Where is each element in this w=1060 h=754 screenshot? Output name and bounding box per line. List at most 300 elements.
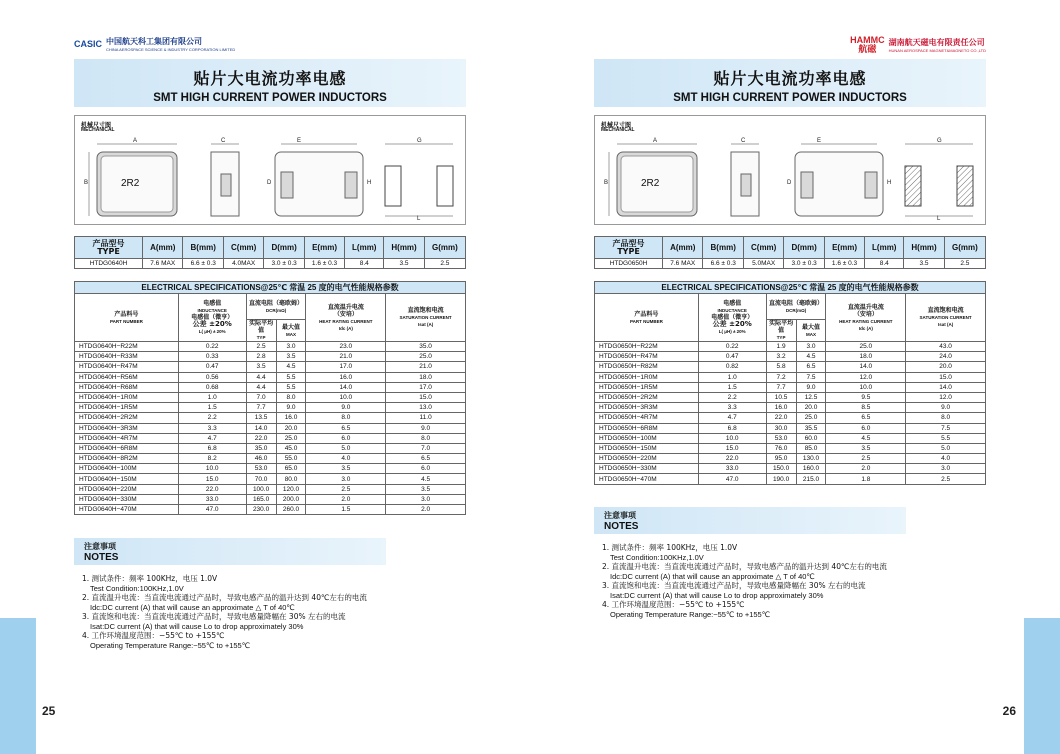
dim-header: C(mm) <box>743 237 783 259</box>
table-cell: 3.0 <box>906 464 986 474</box>
table-cell: 4.5 <box>276 362 306 372</box>
spec-head-part-number <box>595 294 699 342</box>
isat-cn: 直流饱和电流 <box>407 307 444 314</box>
spec-head-max <box>796 320 826 342</box>
table-row <box>75 464 466 474</box>
spec-head-isat <box>906 294 986 342</box>
idc-cn: 直流温升电流 <box>327 303 364 311</box>
dim-label-l: L <box>937 216 941 222</box>
max-cn: 最大值 <box>282 323 301 331</box>
max-en: MAX <box>806 331 817 337</box>
table-cell: 0.47 <box>178 362 246 372</box>
idc-unit: Idc (A) <box>338 325 353 331</box>
table-row <box>595 443 986 453</box>
hammc-logo-text: 湖南航天磁电有限责任公司 <box>888 38 985 47</box>
table-cell: 17.0 <box>306 362 386 372</box>
spec-head-inductance <box>698 294 766 342</box>
table-cell: 15.0 <box>178 474 246 484</box>
table-cell: 23.0 <box>306 342 386 352</box>
isat-en: SATURATION CURRENT <box>399 315 452 320</box>
table-row <box>595 474 986 484</box>
table-cell: 25.0 <box>276 433 306 443</box>
spec-head-dcr <box>766 294 826 320</box>
table-cell: 60.0 <box>796 433 826 443</box>
table-cell: 65.0 <box>276 464 306 474</box>
part-marking: 2R2 <box>641 178 660 189</box>
table-cell: 2.0 <box>826 464 906 474</box>
table-cell: 8.0 <box>906 413 986 423</box>
dim-cell: 3.5 <box>904 259 944 269</box>
typ-cn: 实际平均值 <box>249 320 274 334</box>
table-cell: HTDG0650H−R47M <box>595 352 699 362</box>
dim-cell: 5.0MAX <box>743 259 783 269</box>
table-cell: HTDG0640H−150M <box>75 474 179 484</box>
table-row <box>75 433 466 443</box>
table-cell: 33.0 <box>178 494 246 504</box>
page-number: 25 <box>42 704 56 718</box>
table-cell: 8.2 <box>178 454 246 464</box>
table-cell: 15.0 <box>386 392 466 402</box>
notes-title-cn: 注意事项 <box>84 542 116 551</box>
dim-cell: 2.5 <box>424 259 465 269</box>
table-row <box>75 505 466 515</box>
title-banner <box>594 59 986 107</box>
table-row <box>75 413 466 423</box>
mechanical-title-en: MECHANICAL <box>601 127 635 133</box>
table-cell: 16.0 <box>306 372 386 382</box>
dim-header: L(mm) <box>345 237 384 259</box>
table-cell: 3.5 <box>386 484 466 494</box>
ind-tol: 公差 ±20% <box>712 320 752 328</box>
table-cell: 2.5 <box>306 484 386 494</box>
table-cell: 7.7 <box>766 382 796 392</box>
page-title-cn: 贴片大电流功率电感 <box>713 69 867 88</box>
table-cell: 8.0 <box>306 413 386 423</box>
table-cell: 4.5 <box>796 352 826 362</box>
typ-en: TYP <box>776 335 786 340</box>
table-cell: HTDG0650H−R82M <box>595 362 699 372</box>
table-cell: 130.0 <box>796 454 826 464</box>
table-cell: 4.0 <box>306 454 386 464</box>
table-cell: 100.0 <box>246 484 276 494</box>
table-cell: 7.5 <box>796 372 826 382</box>
note-line: Isat:DC current (A) that will cause Lo to drop approximately 30% <box>610 590 824 600</box>
table-cell: 14.0 <box>246 423 276 433</box>
dim-header: H(mm) <box>384 237 424 259</box>
table-cell: 47.0 <box>178 505 246 515</box>
table-cell: 9.0 <box>906 403 986 413</box>
table-row <box>595 423 986 433</box>
note-line: 3. 直流饱和电流：当直流电流通过产品时，导致电感量降幅在 30% 左右的电流 <box>602 581 866 590</box>
table-cell: 150.0 <box>766 464 796 474</box>
dim-label-g: G <box>937 138 942 144</box>
note-line: Isat:DC current (A) that will cause Lo to drop approximately 30% <box>90 621 304 631</box>
ind-tol: 公差 ±20% <box>192 320 232 328</box>
table-cell: 35.0 <box>246 443 276 453</box>
table-cell: HTDG0640H−R56M <box>75 372 179 382</box>
table-cell: 8.0 <box>276 392 306 402</box>
table-row <box>75 484 466 494</box>
dim-header: E(mm) <box>304 237 344 259</box>
dim-cell: 1.6 ± 0.3 <box>304 259 344 269</box>
table-cell: 5.8 <box>766 362 796 372</box>
table-cell: HTDG0650H−100M <box>595 433 699 443</box>
table-cell: HTDG0640H−8R2M <box>75 454 179 464</box>
table-cell: 22.0 <box>246 433 276 443</box>
table-cell: 7.2 <box>766 372 796 382</box>
table-cell: 9.0 <box>796 382 826 392</box>
typ-en: TYP <box>256 335 266 340</box>
table-cell: 190.0 <box>766 474 796 484</box>
note-line: Test Condition:100KHz,1.0V <box>610 552 704 562</box>
table-cell: 1.9 <box>766 342 796 352</box>
note-line: 2. 直流温升电流：当直流电流通过产品时，导致电感产品的温升达到 40℃左右的电流 <box>602 562 887 571</box>
table-cell: 9.0 <box>386 423 466 433</box>
table-cell: 25.0 <box>826 342 906 352</box>
electrical-spec-table <box>594 281 986 485</box>
side-strip <box>0 618 36 754</box>
table-row <box>75 423 466 433</box>
notes-banner <box>74 538 386 565</box>
table-cell: 0.47 <box>698 352 766 362</box>
hammc-logo-sub: HUNAN AEROSPACE MAGNET&MAGNETO CO.,LTD <box>888 48 986 53</box>
table-cell: 76.0 <box>766 443 796 453</box>
spec-head-inductance <box>178 294 246 342</box>
mechanical-drawing <box>594 115 986 225</box>
table-cell: HTDG0640H−R33M <box>75 352 179 362</box>
table-cell: HTDG0650H−6R8M <box>595 423 699 433</box>
table-cell: 2.0 <box>306 494 386 504</box>
dim-header: D(mm) <box>784 237 824 259</box>
table-cell: 9.5 <box>826 392 906 402</box>
table-cell: 55.0 <box>276 454 306 464</box>
dim-label-b: B <box>84 180 89 186</box>
table-cell: 18.0 <box>826 352 906 362</box>
dim-cell: 6.6 ± 0.3 <box>703 259 743 269</box>
side-strip <box>1024 618 1060 754</box>
right-page <box>530 0 1060 754</box>
dim-label-c: C <box>221 138 226 144</box>
max-cn: 最大值 <box>802 323 821 331</box>
table-cell: HTDG0640H−6R8M <box>75 443 179 453</box>
dim-header: G(mm) <box>424 237 465 259</box>
table-cell: 20.0 <box>276 423 306 433</box>
dim-cell: 8.4 <box>865 259 904 269</box>
table-cell: 0.22 <box>698 342 766 352</box>
dim-header: 产品型号 TYPE <box>595 237 663 259</box>
table-row <box>595 464 986 474</box>
table-row <box>75 403 466 413</box>
table-cell: HTDG0640H−330M <box>75 494 179 504</box>
table-row <box>595 392 986 402</box>
note-line: 1. 测试条件：频率 100KHz，电压 1.0V <box>82 574 218 583</box>
ind-cn2: 电感值（微亨） <box>711 314 754 321</box>
pn-en: PART NUMBER <box>109 318 143 324</box>
page-title-cn: 贴片大电流功率电感 <box>193 69 347 88</box>
casic-logo-sub: CHINA AEROSPACE SCIENCE & INDUSTRY CORPORATION LIMITED <box>106 47 236 52</box>
table-cell: 260.0 <box>276 505 306 515</box>
notes-list <box>602 543 887 619</box>
table-cell: 10.0 <box>306 392 386 402</box>
table-row <box>595 342 986 352</box>
table-row <box>75 392 466 402</box>
table-cell: 10.0 <box>698 433 766 443</box>
page-number: 26 <box>1002 704 1016 718</box>
note-line: 4. 工作环境温度范围：−55℃ to +155℃ <box>82 631 225 640</box>
table-cell: 6.0 <box>386 464 466 474</box>
dim-cell: 1.6 ± 0.3 <box>824 259 864 269</box>
table-cell: 0.56 <box>178 372 246 382</box>
table-cell: 6.0 <box>306 433 386 443</box>
table-cell: 2.5 <box>246 342 276 352</box>
note-line: 2. 直流温升电流：当直流电流通过产品时，导致电感产品的温升达到 40℃左右的电流 <box>82 593 367 602</box>
table-cell: 7.7 <box>246 403 276 413</box>
table-cell: 1.0 <box>178 392 246 402</box>
dim-label-c: C <box>741 138 746 144</box>
ind-unit: L( μH) ± 20% <box>198 329 226 334</box>
dcr-en: DCR(mΩ) <box>785 307 807 313</box>
table-cell: HTDG0640H−4R7M <box>75 433 179 443</box>
table-cell: 4.4 <box>246 382 276 392</box>
ind-unit: L( μH) ± 20% <box>718 329 746 334</box>
max-en: MAX <box>286 331 297 337</box>
table-cell: 0.82 <box>698 362 766 372</box>
table-cell: 21.0 <box>306 352 386 362</box>
table-cell: 53.0 <box>246 464 276 474</box>
table-row <box>75 454 466 464</box>
dim-cell: 3.0 ± 0.3 <box>264 259 304 269</box>
table-cell: 215.0 <box>796 474 826 484</box>
table-cell: 53.0 <box>766 433 796 443</box>
table-cell: 47.0 <box>698 474 766 484</box>
table-row <box>75 362 466 372</box>
dim-cell: HTDG0650H <box>595 259 663 269</box>
typ-cn: 实际平均值 <box>769 320 794 334</box>
table-row <box>595 403 986 413</box>
table-row <box>595 433 986 443</box>
table-cell: 43.0 <box>906 342 986 352</box>
table-cell: 14.0 <box>906 382 986 392</box>
dim-header: C(mm) <box>223 237 263 259</box>
note-line: 3. 直流饱和电流：当直流电流通过产品时，导致电感量降幅在 30% 左右的电流 <box>82 612 346 621</box>
spec-head-isat <box>386 294 466 342</box>
table-cell: 230.0 <box>246 505 276 515</box>
table-cell: 3.3 <box>178 423 246 433</box>
ind-en: INDUCTANCE <box>717 308 747 313</box>
table-cell: 1.5 <box>178 403 246 413</box>
table-cell: 14.0 <box>306 382 386 392</box>
dimension-table <box>594 236 986 269</box>
table-cell: 5.0 <box>906 443 986 453</box>
note-line: Idc:DC current (A) that will cause an approximate △ T of 40℃ <box>610 571 815 581</box>
table-cell: HTDG0640H−2R2M <box>75 413 179 423</box>
table-row <box>75 342 466 352</box>
table-cell: 35.0 <box>386 342 466 352</box>
table-cell: 4.7 <box>698 413 766 423</box>
table-cell: 3.5 <box>246 362 276 372</box>
isat-en: SATURATION CURRENT <box>919 315 972 320</box>
dim-header: G(mm) <box>944 237 985 259</box>
table-cell: HTDG0640H−R22M <box>75 342 179 352</box>
table-cell: 16.0 <box>766 403 796 413</box>
dim-cell: 8.4 <box>345 259 384 269</box>
note-line: Operating Temperature Range:−55℃ to +155℃ <box>610 609 771 619</box>
table-cell: 160.0 <box>796 464 826 474</box>
table-cell: 3.3 <box>698 403 766 413</box>
dim-cell: 6.6 ± 0.3 <box>183 259 223 269</box>
table-cell: 7.0 <box>246 392 276 402</box>
table-cell: 2.0 <box>386 505 466 515</box>
table-cell: 2.2 <box>178 413 246 423</box>
table-cell: HTDG0650H−3R3M <box>595 403 699 413</box>
dim-label-b: B <box>604 180 609 186</box>
inductor-drawing-svg <box>75 116 467 226</box>
dimension-table <box>74 236 466 269</box>
table-cell: 46.0 <box>246 454 276 464</box>
hammc-logo-mark-cn: 航磁 <box>858 44 877 54</box>
table-cell: 15.0 <box>698 443 766 453</box>
table-cell: HTDG0650H−150M <box>595 443 699 453</box>
table-cell: 6.5 <box>386 454 466 464</box>
table-cell: 3.5 <box>276 352 306 362</box>
isat-unit: Isat (A) <box>417 322 434 327</box>
table-cell: 4.7 <box>178 433 246 443</box>
table-cell: 10.0 <box>826 382 906 392</box>
table-cell: 3.5 <box>306 464 386 474</box>
dim-label-a: A <box>653 138 658 144</box>
table-cell: 9.0 <box>276 403 306 413</box>
table-cell: 22.0 <box>178 484 246 494</box>
table-cell: HTDG0650H−1R5M <box>595 382 699 392</box>
table-cell: 5.5 <box>276 382 306 392</box>
table-row <box>75 494 466 504</box>
table-cell: 13.5 <box>246 413 276 423</box>
dim-header: B(mm) <box>703 237 743 259</box>
table-cell: HTDG0650H−2R2M <box>595 392 699 402</box>
dim-header: 产品型号 TYPE <box>75 237 143 259</box>
dcr-cn: 直流电阻（毫欧姆） <box>769 299 824 307</box>
table-cell: 3.0 <box>276 342 306 352</box>
notes-title-en: NOTES <box>604 521 639 532</box>
table-cell: 13.0 <box>386 403 466 413</box>
dim-cell: 3.5 <box>384 259 424 269</box>
table-cell: 25.0 <box>386 352 466 362</box>
table-cell: HTDG0640H−470M <box>75 505 179 515</box>
table-cell: 12.0 <box>906 392 986 402</box>
table-cell: 14.0 <box>826 362 906 372</box>
table-cell: 8.0 <box>386 433 466 443</box>
idc-cn: 直流温升电流 <box>847 303 884 311</box>
table-cell: 20.0 <box>796 403 826 413</box>
table-cell: HTDG0650H−220M <box>595 454 699 464</box>
dim-cell: HTDG0640H <box>75 259 143 269</box>
table-cell: 22.0 <box>766 413 796 423</box>
table-row <box>75 474 466 484</box>
dim-header: A(mm) <box>143 237 183 259</box>
note-line: Test Condition:100KHz,1.0V <box>90 583 184 593</box>
spec-head-dcr <box>246 294 306 320</box>
casic-logo <box>74 36 235 52</box>
table-cell: HTDG0650H−1R0M <box>595 372 699 382</box>
mechanical-drawing <box>74 115 466 225</box>
table-cell: 120.0 <box>276 484 306 494</box>
table-cell: 5.5 <box>276 372 306 382</box>
table-cell: 16.0 <box>276 413 306 423</box>
table-cell: 6.5 <box>826 413 906 423</box>
table-cell: 4.5 <box>826 433 906 443</box>
spec-head-max <box>276 320 306 342</box>
note-line: 4. 工作环境温度范围：−55℃ to +155℃ <box>602 600 745 609</box>
table-cell: 7.5 <box>906 423 986 433</box>
table-cell: 165.0 <box>246 494 276 504</box>
dim-header: H(mm) <box>904 237 944 259</box>
casic-logo-text: 中国航天科工集团有限公司 <box>106 37 203 46</box>
table-cell: 70.0 <box>246 474 276 484</box>
table-row <box>75 382 466 392</box>
table-cell: HTDG0640H−1R0M <box>75 392 179 402</box>
table-cell: 25.0 <box>796 413 826 423</box>
dim-label-d: D <box>267 180 272 186</box>
table-cell: 12.0 <box>826 372 906 382</box>
table-cell: 0.22 <box>178 342 246 352</box>
table-cell: 11.0 <box>386 413 466 423</box>
table-cell: 3.5 <box>826 443 906 453</box>
dim-header: B(mm) <box>183 237 223 259</box>
dim-cell: 4.0MAX <box>223 259 263 269</box>
table-cell: 6.8 <box>698 423 766 433</box>
table-cell: 20.0 <box>906 362 986 372</box>
ind-en: INDUCTANCE <box>197 308 227 313</box>
notes-list <box>82 574 367 650</box>
notes-title-cn: 注意事项 <box>604 511 636 520</box>
dim-cell: 2.5 <box>944 259 985 269</box>
dim-label-l: L <box>417 216 421 222</box>
idc-en: HEAT RATING CURRENT <box>839 318 893 324</box>
table-cell: 3.2 <box>766 352 796 362</box>
table-cell: HTDG0640H−1R5M <box>75 403 179 413</box>
ind-cn: 电感值 <box>203 300 222 307</box>
table-cell: 1.0 <box>698 372 766 382</box>
dcr-en: DCR(mΩ) <box>265 307 287 313</box>
table-cell: HTDG0640H−220M <box>75 484 179 494</box>
table-cell: 1.5 <box>306 505 386 515</box>
dim-header: E(mm) <box>824 237 864 259</box>
dim-label-d: D <box>787 180 792 186</box>
table-cell: HTDG0640H−R47M <box>75 362 179 372</box>
pn-cn: 产品料号 <box>114 310 139 318</box>
hammc-logo-mark: HAMMC <box>850 35 885 45</box>
table-cell: 0.68 <box>178 382 246 392</box>
part-marking: 2R2 <box>121 178 140 189</box>
note-line: Operating Temperature Range:−55℃ to +155℃ <box>90 640 251 650</box>
ind-cn: 电感值 <box>723 300 742 307</box>
table-cell: 3.0 <box>796 342 826 352</box>
table-cell: 200.0 <box>276 494 306 504</box>
table-cell: HTDG0640H−3R3M <box>75 423 179 433</box>
table-cell: HTDG0650H−4R7M <box>595 413 699 423</box>
table-cell: 2.2 <box>698 392 766 402</box>
dim-label-e: E <box>297 138 302 144</box>
table-cell: 10.5 <box>766 392 796 402</box>
isat-cn: 直流饱和电流 <box>927 307 964 314</box>
table-cell: 85.0 <box>796 443 826 453</box>
table-cell: 8.5 <box>826 403 906 413</box>
table-cell: 5.0 <box>306 443 386 453</box>
title-banner <box>74 59 466 107</box>
casic-logo-mark: CASIC <box>74 39 103 49</box>
dim-label-a: A <box>133 138 138 144</box>
dim-label-e: E <box>817 138 822 144</box>
